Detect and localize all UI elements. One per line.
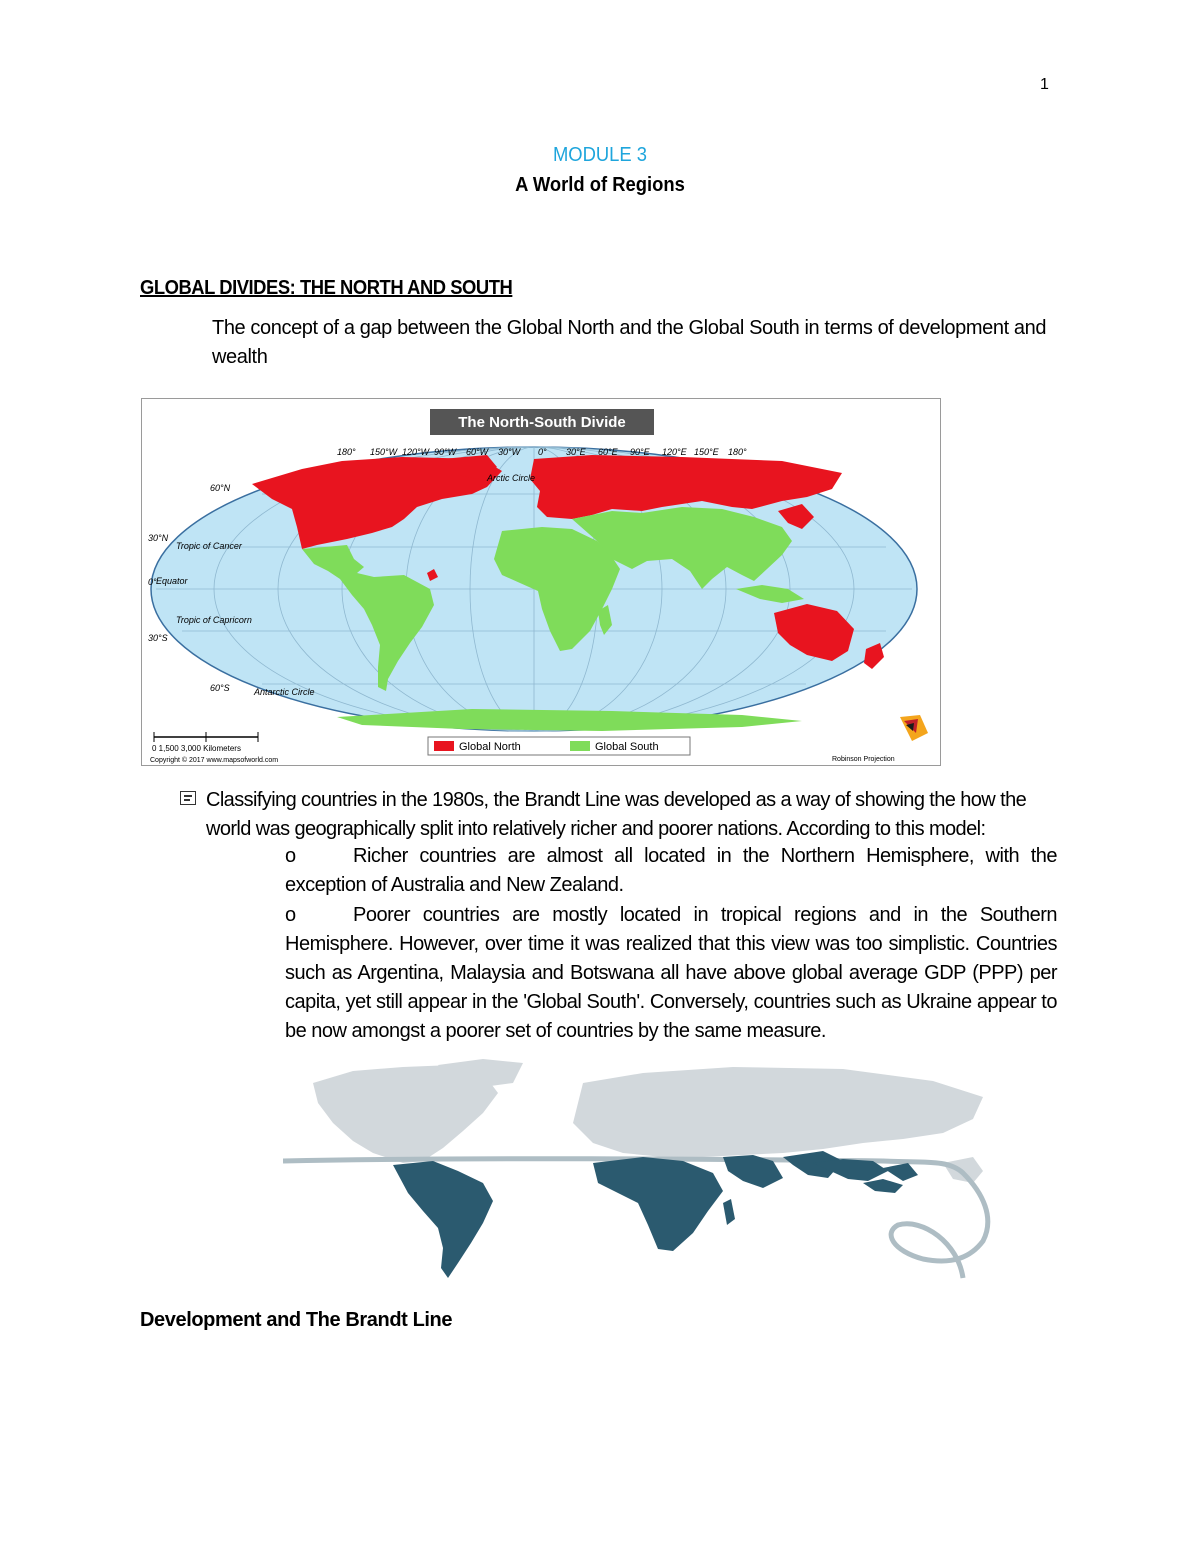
sub-bullet-text: Richer countries are almost all located in the Northern Hemisphere, with the exception of Australia and New Zealand.	[285, 845, 1057, 896]
mapsofworld-logo	[900, 715, 928, 741]
scale-bar	[150, 732, 278, 764]
lon-label: 120°W	[402, 447, 430, 457]
copyright-text: Copyright © 2017 www.mapsofworld.com	[150, 757, 279, 764]
sub-bullet	[285, 842, 1057, 900]
lon-label: 30°W	[498, 447, 521, 457]
lon-label: 60°E	[598, 447, 618, 457]
north-south-map-svg	[142, 399, 940, 765]
module-title: A World of Regions	[515, 174, 685, 196]
map-annotation: Equator	[156, 576, 188, 586]
intro-paragraph: The concept of a gap between the Global North and the Global South in terms of development and wealth	[212, 317, 1047, 368]
lon-label: 0°	[538, 447, 547, 457]
legend-south-swatch	[570, 741, 590, 751]
lon-label: 150°E	[694, 447, 719, 457]
lon-label: 90°W	[434, 447, 457, 457]
legend-north-label: Global North	[459, 741, 521, 753]
lat-label: 60°N	[210, 483, 231, 493]
sub-bullet-text: Poorer countries are mostly located in tropical regions and in the Southern Hemisphere. However, over time it was realized that this view was too simplistic. Countries such as Argentina, Malaysia and Botswana all have above global average GDP (PPP) per capita, yet still appear in the 'Global South'. Conversely, countries such as Ukraine appear to be now amongst a poorer set of countries by the same measure.	[285, 904, 1057, 1042]
south-landmass	[393, 1151, 918, 1278]
bullet-paragraph: Classifying countries in the 1980s, the Brandt Line was developed as a way of showing the how the world was geographically split into relatively richer and poorer nations. According to this model:	[206, 789, 1027, 840]
scale-text: 0 1,500 3,000 Kilometers	[152, 744, 241, 753]
sub-bullet-marker: o	[285, 904, 296, 926]
map-annotation: Antarctic Circle	[254, 687, 315, 697]
map-annotation: Tropic of Capricorn	[176, 615, 252, 625]
page-number: 1	[1040, 76, 1049, 93]
lon-label: 120°E	[662, 447, 687, 457]
lon-label: 180°	[728, 447, 747, 457]
module-label: MODULE 3	[552, 144, 648, 166]
lon-label: 30°E	[566, 447, 586, 457]
lat-label: 0°	[148, 577, 157, 587]
section-heading: GLOBAL DIVIDES: THE NORTH AND SOUTH	[140, 277, 513, 299]
lat-label: 30°N	[148, 533, 169, 543]
lon-label: 150°W	[370, 447, 398, 457]
sub-bullet-marker: o	[285, 845, 296, 867]
legend-north-swatch	[434, 741, 454, 751]
map-annotation: Arctic Circle	[487, 473, 536, 483]
north-south-divide-map	[141, 398, 941, 766]
lat-label: 60°S	[210, 683, 230, 693]
section-heading-2: Development and The Brandt Line	[140, 1309, 453, 1331]
brandt-line-map	[283, 1053, 1056, 1298]
map-title: The North-South Divide	[458, 414, 626, 431]
brandt-map-svg	[283, 1053, 1056, 1298]
map-legend	[428, 737, 690, 755]
lat-label: 30°S	[148, 633, 168, 643]
legend-south-label: Global South	[595, 741, 659, 753]
lon-label: 60°W	[466, 447, 489, 457]
lon-label: 90°E	[630, 447, 650, 457]
sub-bullet	[285, 901, 1057, 1046]
lon-label: 180°	[337, 447, 356, 457]
map-annotation: Tropic of Cancer	[176, 541, 242, 551]
note-bullet-icon	[180, 791, 196, 805]
projection-text: Robinson Projection	[832, 756, 895, 763]
